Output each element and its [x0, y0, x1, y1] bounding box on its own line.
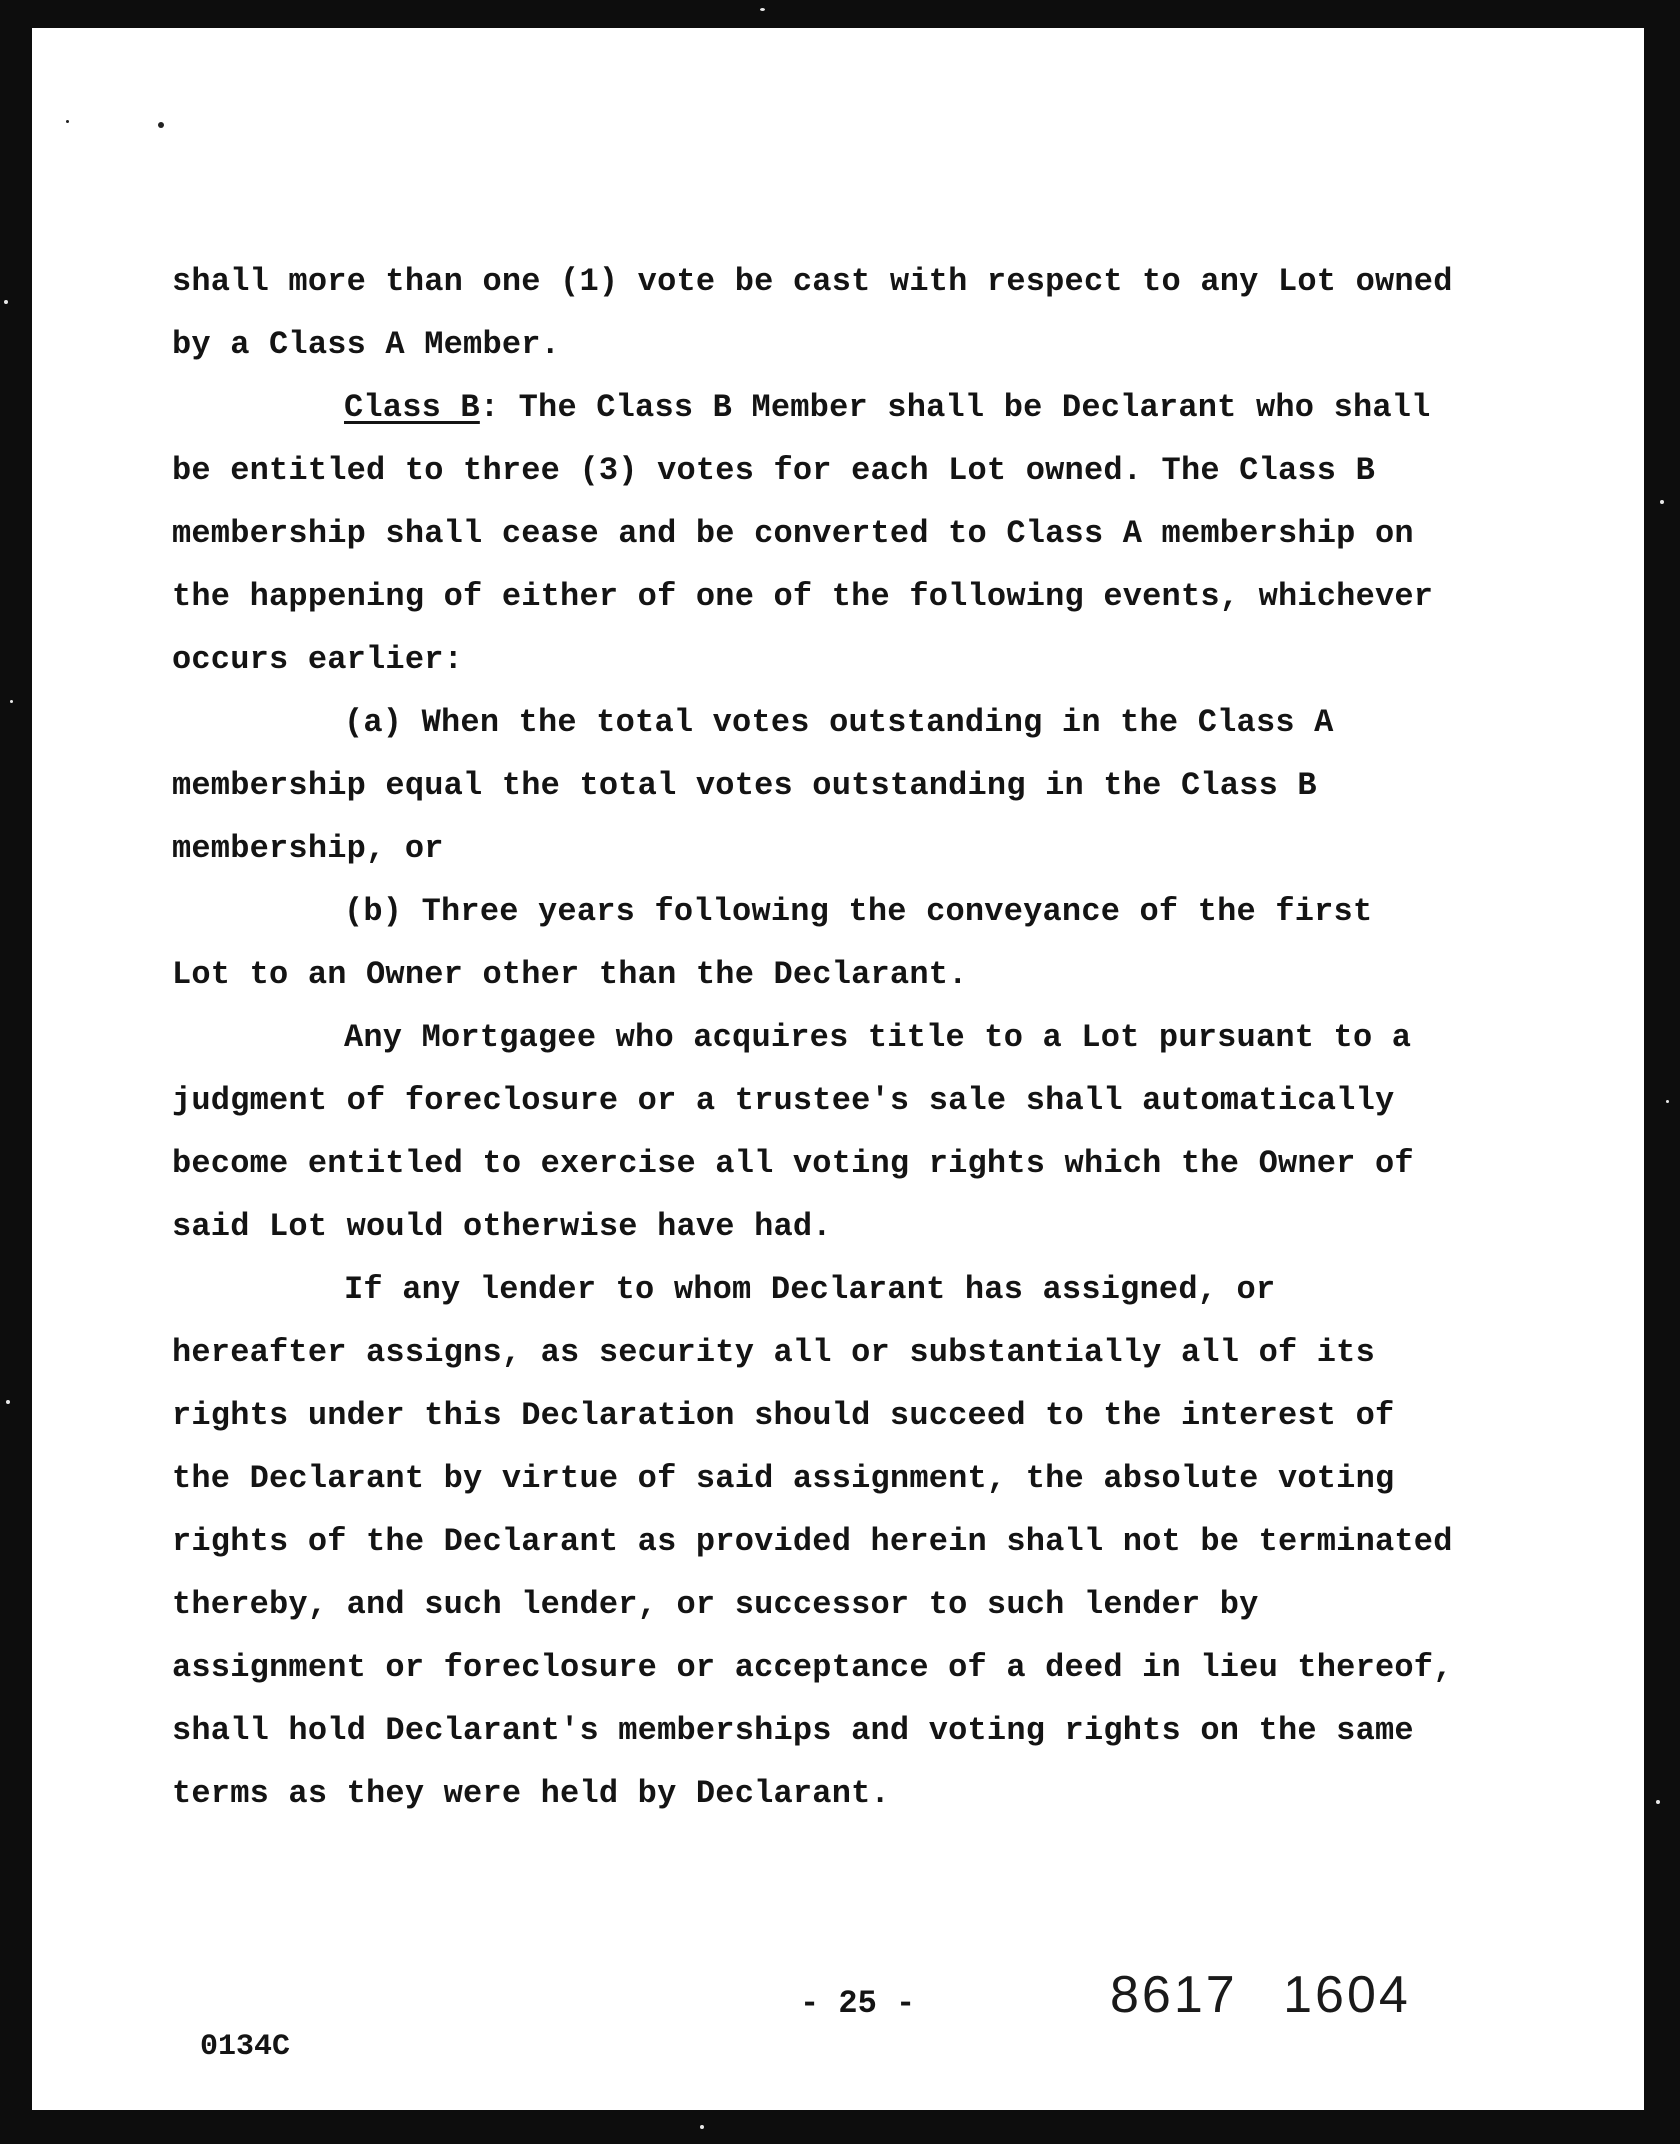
stamp-number: 8617 1604	[1110, 1966, 1411, 2024]
paragraph-line: rights under this Declaration should succeed to the interest of	[172, 1397, 1395, 1434]
paragraph-line: (b) Three years following the conveyance of the first	[344, 893, 1373, 930]
paragraph-line: shall hold Declarant's memberships and voting rights on the same	[172, 1712, 1414, 1749]
paragraph-line: assignment or foreclosure or acceptance of a deed in lieu thereof,	[172, 1649, 1453, 1686]
scan-speck	[1666, 1100, 1669, 1103]
paragraph-line: (a) When the total votes outstanding in the Class A	[344, 704, 1334, 741]
paragraph-line: If any lender to whom Declarant has assigned, or	[344, 1271, 1276, 1308]
paragraph-line	[172, 376, 1492, 439]
scan-speck	[4, 300, 8, 304]
scan-dot	[66, 120, 69, 123]
paragraph-line: terms as they were held by Declarant.	[172, 1775, 890, 1812]
paragraph-line: hereafter assigns, as security all or substantially all of its	[172, 1334, 1375, 1371]
scan-speck	[6, 1400, 10, 1404]
paragraph-line: Any Mortgagee who acquires title to a Lot pursuant to a	[344, 1019, 1412, 1056]
scan-speck	[1660, 500, 1664, 504]
paragraph-line: said Lot would otherwise have had.	[172, 1208, 832, 1245]
scan-speck	[760, 8, 765, 11]
paragraph-line: become entitled to exercise all voting rights which the Owner of	[172, 1145, 1414, 1182]
paragraph-line: shall more than one (1) vote be cast with respect to any Lot owned	[172, 263, 1453, 300]
scan-speck	[700, 2125, 704, 2129]
paragraph-line: membership, or	[172, 830, 444, 867]
document-code: 0134C	[200, 2030, 291, 2064]
scan-dot	[158, 122, 164, 128]
paragraph-text: : The Class B Member shall be Declarant who shall	[479, 389, 1431, 426]
paragraph-line: membership shall cease and be converted to Class A membership on	[172, 515, 1414, 552]
paragraph-line: Lot to an Owner other than the Declarant.	[172, 956, 968, 993]
paragraph-line: rights of the Declarant as provided herein shall not be terminated	[172, 1523, 1453, 1560]
paragraph-line: the happening of either of one of the following events, whichever	[172, 578, 1434, 615]
paragraph-line: thereby, and such lender, or successor to such lender by	[172, 1586, 1259, 1623]
scan-speck	[1656, 1800, 1660, 1804]
paragraph-line: judgment of foreclosure or a trustee's sale shall automatically	[172, 1082, 1395, 1119]
paragraph-line: by a Class A Member.	[172, 326, 561, 363]
section-heading: Class B	[344, 389, 480, 426]
page-number: - 25 -	[800, 1985, 916, 2022]
paragraph-line: membership equal the total votes outstanding in the Class B	[172, 767, 1317, 804]
paragraph-line: be entitled to three (3) votes for each Lot owned. The Class B	[172, 452, 1375, 489]
document-body	[172, 250, 1492, 1825]
paragraph-line: the Declarant by virtue of said assignment, the absolute voting	[172, 1460, 1395, 1497]
paragraph-line: occurs earlier:	[172, 641, 464, 678]
scan-speck	[10, 700, 13, 703]
